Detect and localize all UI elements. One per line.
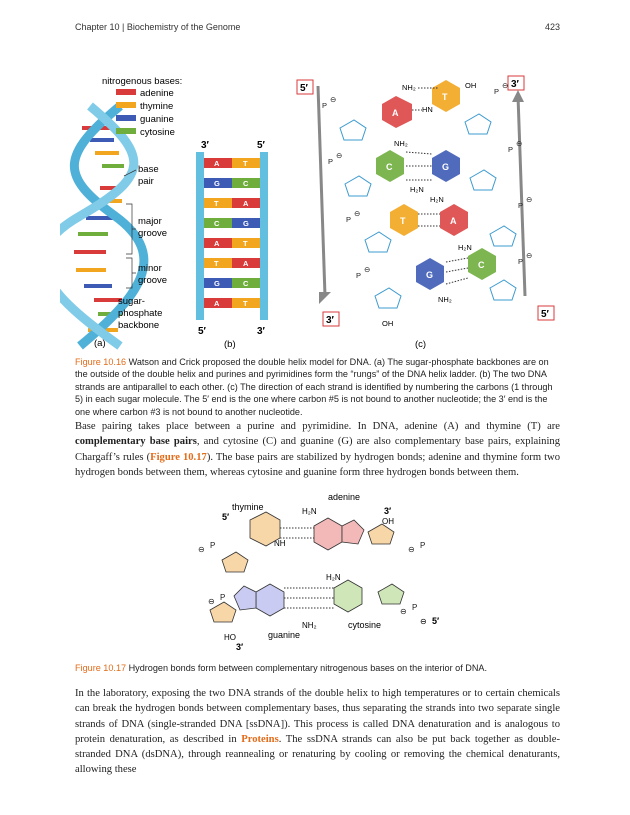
panel-b-ladder (196, 140, 268, 350)
label-minor-groove: groove (138, 275, 168, 286)
base-pair-1 (382, 80, 476, 128)
sugar-bottom-right (378, 584, 404, 604)
h2n-label-2: H₂N (410, 185, 424, 194)
fig17-5prime-top: 5′ (222, 512, 230, 522)
phosphate-charge: ⊖ (330, 95, 337, 104)
figure-10-16-label: Figure 10.16 (75, 357, 127, 367)
phosphate-p: P (518, 257, 524, 266)
ladder-rung-left-label: A (214, 239, 220, 248)
base-pair-3 (390, 195, 468, 236)
phosphate-charge: ⊖ (502, 81, 509, 90)
cytosine-ring (334, 580, 362, 612)
figure-10-17-caption-text: Hydrogen bonds form between complementary nitrogenous bases on the interior of DNA. (126, 663, 487, 673)
figure-10-16-caption-text: Watson and Crick proposed the double helix model for DNA. (a) The sugar-phosphate backbones are on the outside of the double helix and purines and pyrimidines form the “rungs” of the DNA helix ladder. (b) The two DNA strands are antiparallel to each other. (c) The direction of each strand is identified by numbering the carbons (1 through 5) in each sugar molecule. The 5′ end is the one where carbon #5 is not bound to another nucleotide; the 3′ end is the one where carbon #3 is not bound to another nucleotide. (75, 357, 553, 417)
fig17-3prime-bottom: 3′ (236, 642, 244, 650)
phosphate-charge: ⊖ (516, 139, 523, 148)
fig17-phosphate-charge: ⊖ (400, 607, 407, 616)
link-proteins[interactable]: Proteins (241, 733, 279, 745)
h2n-label-4: H₂N (458, 243, 472, 252)
oh-label: OH (465, 81, 477, 90)
figure-10-17 (150, 488, 480, 650)
label-major: major (138, 216, 162, 227)
fig17-phosphate-p: P (412, 603, 418, 612)
label-pair: pair (138, 176, 154, 187)
ladder-rung-right-label: A (243, 199, 249, 208)
legend-adenine-label: adenine (140, 88, 174, 99)
fig17-phosphate-charge: ⊖ (208, 597, 215, 606)
ladder-rung-right-label: C (243, 179, 249, 188)
panel-label-a: (a) (94, 338, 106, 349)
link-figure-10-17[interactable]: Figure 10.17 (150, 451, 207, 463)
hn-label: HN (422, 105, 433, 114)
fig17-phosphate-charge: ⊖ (408, 545, 415, 554)
fig17-cytosine-label: cytosine (348, 620, 382, 630)
nh2-label-2: NH₂ (394, 139, 408, 148)
panel-b-bottom-right: 3′ (257, 326, 265, 337)
adenine-ring-2 (342, 520, 364, 544)
ladder-rung-right-label: C (243, 279, 249, 288)
thymine-ring (250, 512, 280, 546)
fig17-phosphate-p: P (420, 541, 426, 550)
phosphate-p: P (322, 101, 328, 110)
guanine-ring-2 (234, 586, 256, 610)
label-base: base (138, 164, 159, 175)
panel-c-5prime-bottom: 5′ (541, 309, 549, 320)
fig17-ho-label: HO (224, 633, 236, 642)
adenine-ring (314, 518, 342, 550)
page-number: 423 (544, 22, 560, 32)
fig17-oh-label: OH (382, 517, 394, 526)
base-pair-4 (382, 243, 496, 328)
label-sugar: sugar- (118, 296, 145, 307)
panel-c-base-g2: G (442, 162, 450, 172)
para1-text-3: ). The base pairs are stabilized by hydrogen bonds; adenine and thymine form two hydrogen bonds between them, whereas cytosine and guanine form three hydrogen bonds between them. (75, 451, 560, 478)
panel-c-5prime-top: 5′ (300, 83, 308, 94)
fig17-phosphates (198, 541, 425, 616)
fig17-phosphate-charge: ⊖ (198, 545, 205, 554)
panel-c-base-c4: C (478, 260, 485, 270)
phosphate-charge: ⊖ (526, 251, 533, 260)
helix-rungs (74, 126, 124, 332)
ladder-rung-left-label: C (214, 219, 220, 228)
fig17-5prime-bottom: 5′ (432, 616, 440, 626)
ladder-rung-right-label: G (243, 219, 249, 228)
fig17-phosphate-p: P (220, 593, 226, 602)
guanine-ring (256, 584, 284, 616)
ladder-rungs (204, 158, 260, 308)
ladder-rung-left-label: A (214, 299, 220, 308)
legend-thymine-label: thymine (140, 101, 174, 112)
fig17-h2n-top: H₂N (302, 507, 317, 516)
sugar-top-right (368, 524, 394, 544)
panel-b-bottom-left: 5′ (198, 326, 206, 337)
figure-10-16-caption (75, 356, 560, 418)
phosphate-charge: ⊖ (364, 265, 371, 274)
h2n-label-3: H₂N (430, 195, 444, 204)
sugar-top-left (222, 552, 248, 572)
ladder-rung-left-label: T (214, 259, 219, 268)
panel-c-base-g4: G (426, 270, 434, 280)
panel-label-c: (c) (415, 339, 427, 350)
label-backbone: backbone (118, 320, 160, 331)
ladder-rung-right-label: T (243, 299, 248, 308)
fig17-nh2-bottom: NH₂ (302, 621, 317, 630)
phosphate-p: P (356, 271, 362, 280)
fig17-phosphate-p: P (210, 541, 216, 550)
nh2-label-4: NH₂ (438, 295, 452, 304)
ladder-rung-left-label: G (214, 279, 220, 288)
phosphate-charge: ⊖ (526, 195, 533, 204)
panel-c-base-t3: T (400, 216, 406, 226)
fig17-3prime-top: 3′ (384, 506, 392, 516)
fig17-nh-top: NH (274, 539, 286, 548)
para1-text-1: Base pairing takes place between a purine and pyrimidine. In DNA, adenine (A) and thymine (T) are (75, 421, 560, 432)
legend-title: nitrogenous bases: (102, 76, 183, 87)
ladder-rung-left-label: G (214, 179, 220, 188)
fig17-h2n-mid: H₂N (326, 573, 341, 582)
label-major-groove: groove (138, 228, 168, 239)
base-pair-2 (376, 139, 460, 194)
paragraph-denaturation (75, 686, 560, 778)
legend-guanine-label: guanine (140, 114, 174, 125)
panel-c-base-a3: A (450, 216, 457, 226)
paragraph-base-pairing (75, 419, 560, 480)
fig17-minus-bottom: ⊖ (420, 617, 427, 626)
ladder-rung-right-label: T (243, 159, 248, 168)
fig17-adenine-label: adenine (328, 492, 361, 502)
fig17-guanine-label: guanine (268, 630, 301, 640)
legend-adenine (116, 88, 174, 99)
phosphate-p: P (494, 87, 500, 96)
panel-label-b: (b) (224, 339, 236, 350)
figure-10-16 (60, 66, 565, 350)
ladder-rung-right-label: T (243, 239, 248, 248)
para1-text-2: , and cytosine (C) and guanine (G) are also complementary base pairs, explaining Chargaff’s rules ( (75, 436, 561, 463)
para2-text-1: In the laboratory, exposing the two DNA strands of the double helix to high temperatures or to certain chemicals can break the hydrogen bonds between complementary bases, thus separating the strands into two separate single strands of DNA (single-stranded DNA [ssDNA]). This process is called DNA denaturation and is analogous to protein denaturation, as described in (75, 688, 560, 745)
figure-10-17-label: Figure 10.17 (75, 663, 127, 673)
legend-cytosine-label: cytosine (140, 127, 175, 138)
phosphate-p: P (346, 215, 352, 224)
panel-c-base-t1: T (442, 92, 448, 102)
panel-c-3prime-top: 3′ (511, 79, 519, 90)
ladder-rung-right-label: A (243, 259, 249, 268)
phosphate-charge: ⊖ (354, 209, 361, 218)
panel-c-structure (297, 76, 554, 350)
label-phosphate: phosphate (118, 308, 163, 319)
figure-10-17-caption (75, 662, 560, 674)
phosphate-p: P (518, 201, 524, 210)
para1-term-complementary: complementary base pairs (75, 436, 197, 448)
ladder-rung-left-label: T (214, 199, 219, 208)
page-header (75, 22, 560, 36)
ladder-rung-left-label: A (214, 159, 220, 168)
nh2-label: NH₂ (402, 83, 416, 92)
fig17-thymine-label: thymine (232, 502, 264, 512)
panel-c-base-a1: A (392, 108, 399, 118)
panel-c-3prime-bottom: 3′ (326, 315, 334, 326)
para2-text-2: . The ssDNA strands can also be put back together as double-stranded DNA (dsDNA), through reannealing or renaturing by cooling or removing the chemical denaturants, allowing these (75, 733, 560, 776)
phosphate-p: P (328, 157, 334, 166)
chapter-title: Chapter 10 | Biochemistry of the Genome (75, 22, 241, 32)
panel-c-base-c2: C (386, 162, 393, 172)
phosphate-p: P (508, 145, 514, 154)
oh-label-4: OH (382, 319, 394, 328)
legend-thymine (116, 101, 173, 112)
panel-b-top-left: 3′ (201, 140, 209, 151)
phosphate-charge: ⊖ (336, 151, 343, 160)
label-minor: minor (138, 263, 162, 274)
legend-guanine (116, 114, 174, 125)
panel-b-top-right: 5′ (257, 140, 265, 151)
